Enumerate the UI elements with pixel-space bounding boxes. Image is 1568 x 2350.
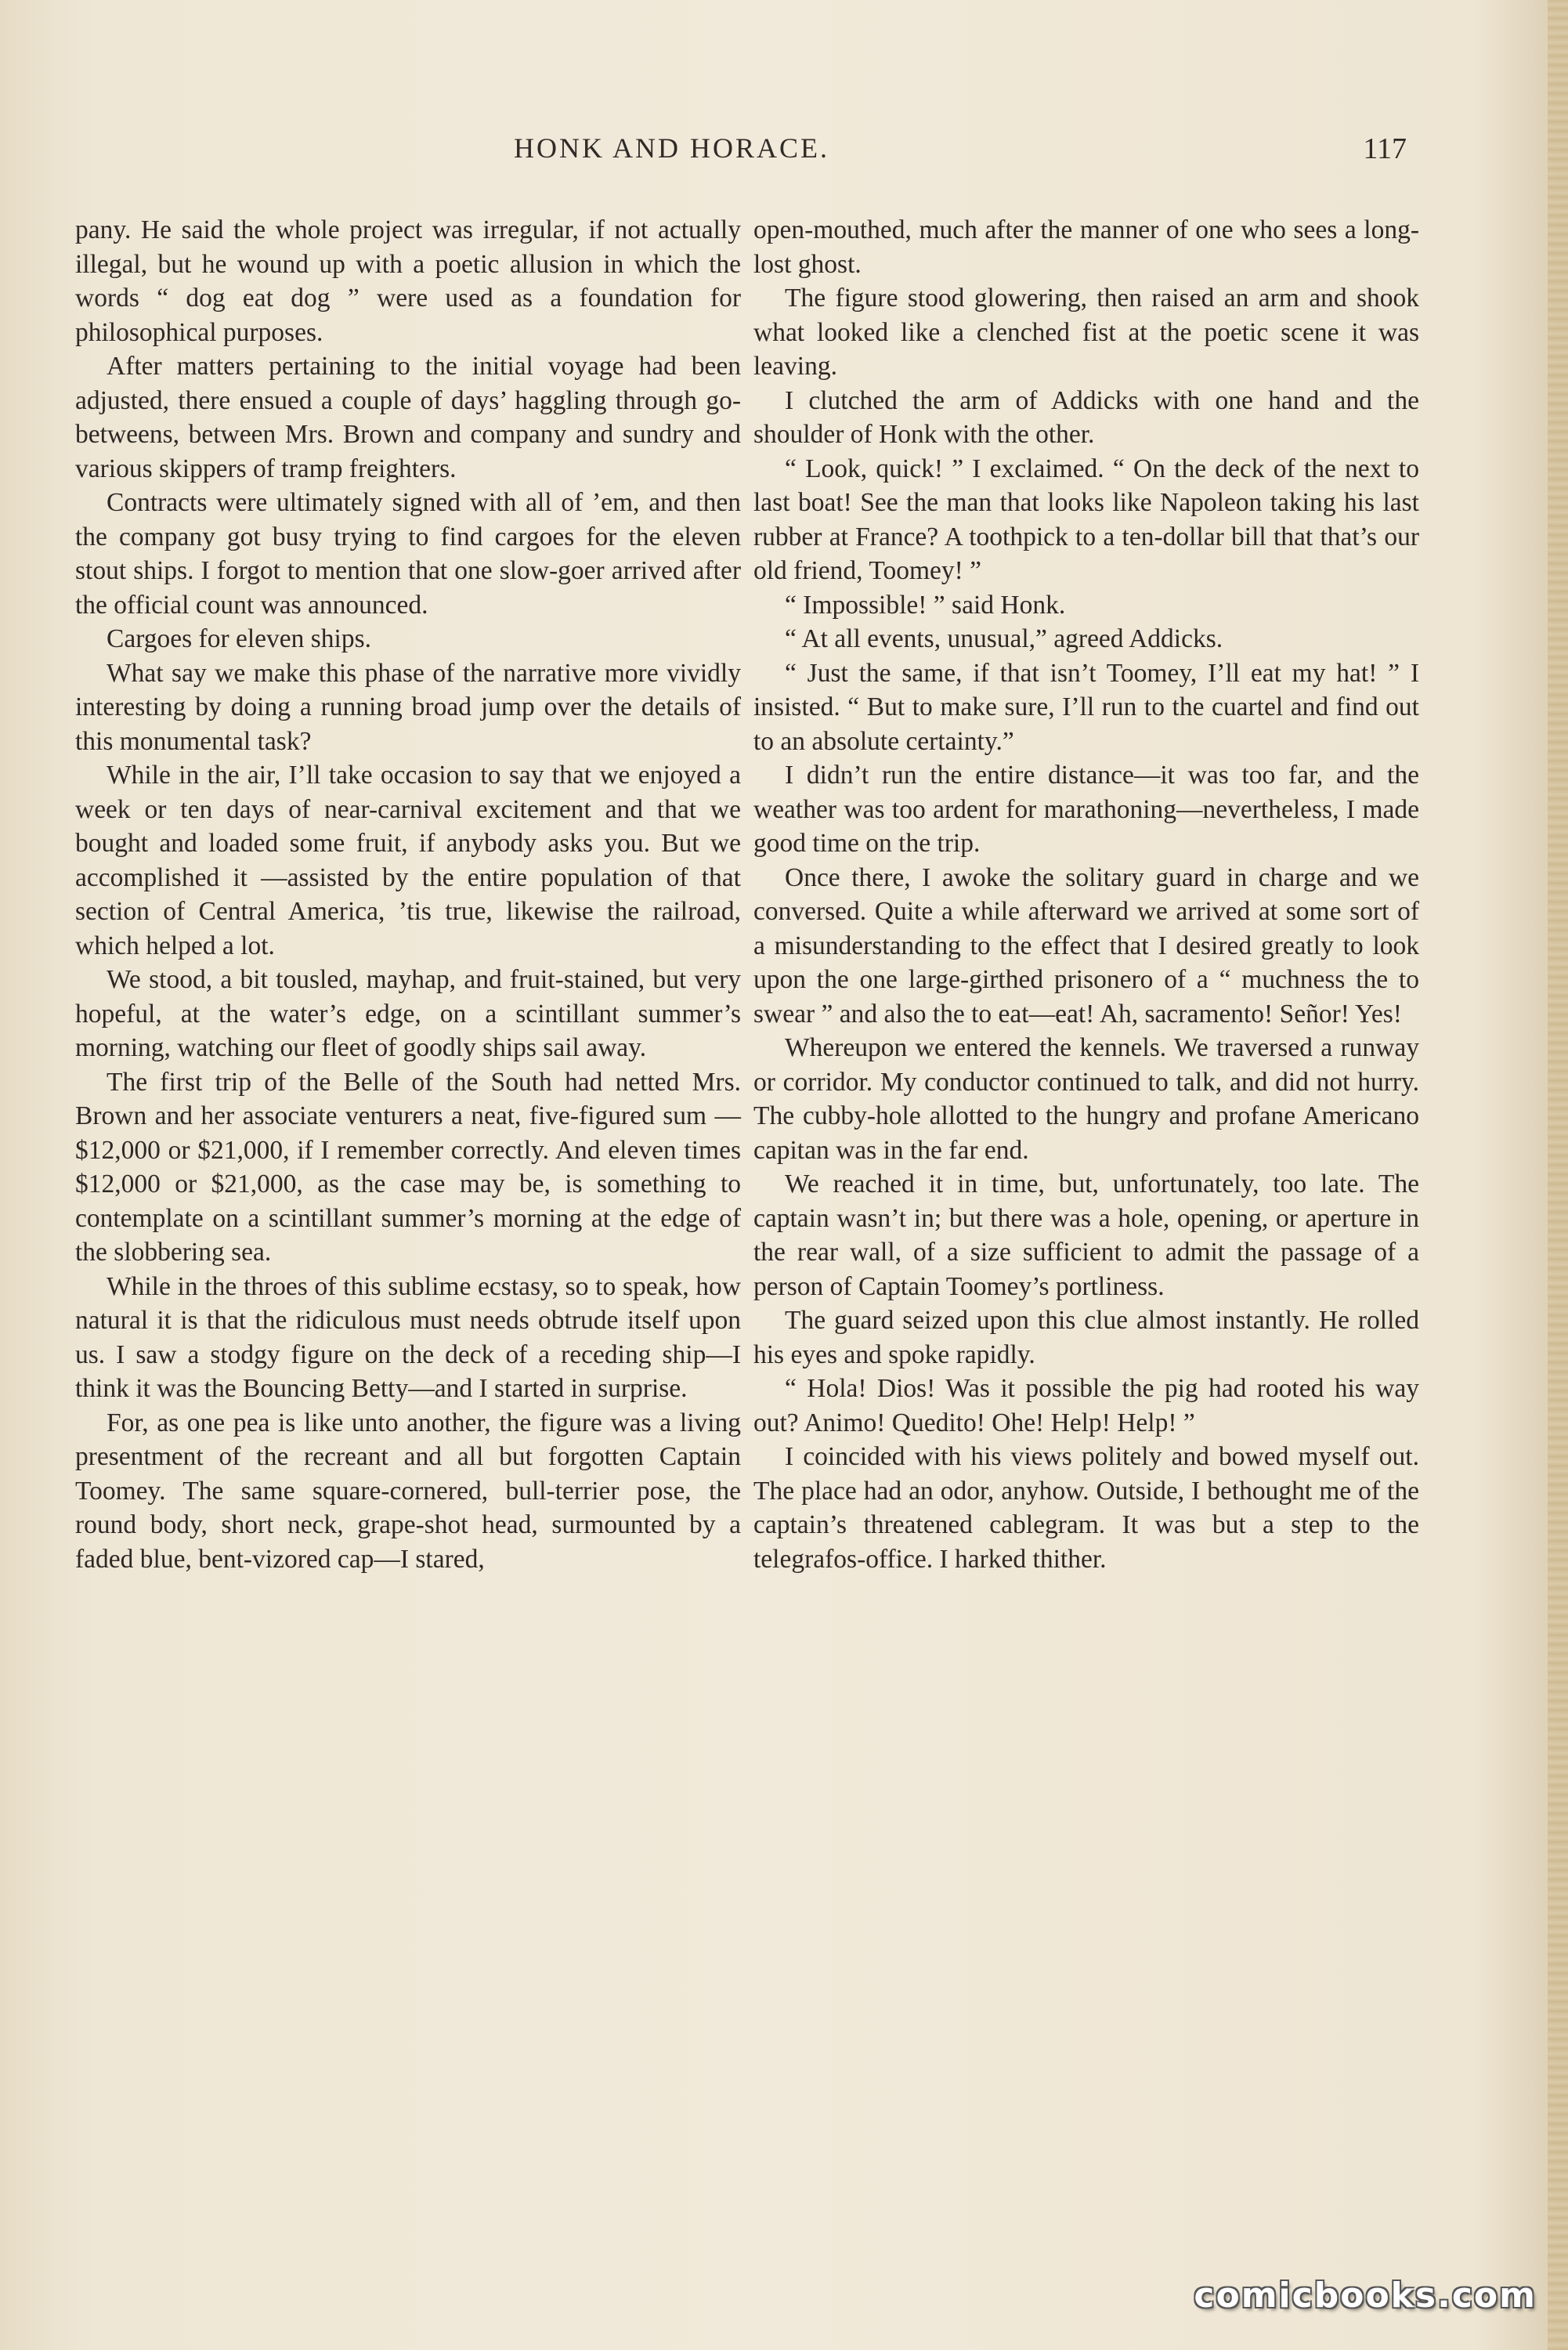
paragraph: pany. He said the whole project was irregular, if not actually illegal, but he wound up with a poetic allusion in which the words “ dog eat dog ” were used as a foundation for philosophical purposes. [75,215,741,347]
paragraph: Once there, I awoke the solitary guard in charge and we conversed. Quite a while afterward we arrived at some sort of a misunderstanding to the effect that I desired greatly to look upon the one large-girthed prisonero of a “ muchness the to swear ” and also the to eat—eat! Ah, sacramento! Señor! Yes! [753,862,1419,1029]
paragraph: Whereupon we entered the kennels. We traversed a runway or corridor. My conductor continued to talk, and did not hurry. The cubby-hole allotted to the hungry and profane Americano capitan was in the far end. [753,1033,1419,1165]
paragraph: The figure stood glowering, then raised an arm and shook what looked like a clenched fist at the poetic scene it was leaving. [753,284,1419,381]
paragraph: “ Impossible! ” said Honk. [785,590,1066,620]
running-title: HONK AND HORACE. [514,132,830,164]
page-header [75,132,1407,186]
paragraph: “ At all events, unusual,” agreed Addicks. [785,624,1223,653]
paragraph: The first trip of the Belle of the South had netted Mrs. Brown and her associate venturers a neat, five-figured sum — $12,000 or $21,000, if I remember correctly. And eleven times $12,000 or $21,000, as the case may be, is something to contemplate on a scintillant summer’s morning at the edge of the slobbering sea. [75,1067,741,1267]
paragraph: While in the air, I’ll take occasion to say that we enjoyed a week or ten days of near-carnival excitement and that we bought and loaded some fruit, if anybody asks you. But we accomplished it —assisted by the entire population of that section of Central America, ’tis true, likewise the railroad, which helped a lot. [75,761,741,960]
site-watermark: comicbooks.com [1194,2276,1537,2316]
paragraph: Contracts were ultimately signed with all of ’em, and then the company got busy trying to find cargoes for the eleven stout ships. I forgot to mention that one slow-goer arrived after the official count was announced. [75,488,741,620]
left-column [75,213,741,1576]
paragraph: “ Just the same, if that isn’t Toomey, I’ll eat my hat! ” I insisted. “ But to make sure, I’ll run to the cuartel and find out to an absolute certainty.” [753,658,1419,756]
paragraph: After matters pertaining to the initial voyage had been adjusted, there ensued a couple of days’ haggling through go-betweens, between Mrs. Brown and company and sundry and various skippers of tramp freighters. [75,352,741,483]
right-column [753,213,1419,1576]
paragraph: We stood, a bit tousled, mayhap, and fruit-stained, but very hopeful, at the water’s edge, on a scintillant summer’s morning, watching our fleet of goodly ships sail away. [75,965,741,1062]
paragraph: We reached it in time, but, unfortunately, too late. The captain wasn’t in; but there was a hole, opening, or aperture in the rear wall, of a size sufficient to admit the passage of a person of Captain Toomey’s portliness. [753,1170,1419,1301]
paragraph: Cargoes for eleven ships. [107,624,372,653]
paragraph: The guard seized upon this clue almost instantly. He rolled his eyes and spoke rapidly. [753,1306,1419,1369]
paragraph: For, as one pea is like unto another, the figure was a living presentment of the recreant and all but forgotten Captain Toomey. The same square-cornered, bull-terrier pose, the round body, short neck, grape-shot head, surmounted by a faded blue, bent-vizored cap—I stared, [75,1408,741,1574]
paragraph: open-mouthed, much after the manner of one who sees a long-lost ghost. [753,215,1419,279]
paragraph: I clutched the arm of Addicks with one hand and the shoulder of Honk with the other. [753,385,1419,449]
paragraph: “ Hola! Dios! Was it possible the pig had rooted his way out? Animo! Quedito! Ohe! Help! Help! ” [753,1374,1419,1437]
page-edge [1548,0,1568,2350]
paragraph: While in the throes of this sublime ecstasy, so to speak, how natural it is that the ridiculous must needs obtrude itself upon us. I saw a stodgy figure on the deck of a receding ship—I think it was the Bouncing Betty—and I started in surprise. [75,1271,741,1403]
paragraph: I coincided with his views politely and bowed myself out. The place had an odor, anyhow. Outside, I bethought me of the captain’s threatened cablegram. It was but a step to the telegrafos-office. I harked thither. [753,1442,1419,1574]
page-number: 117 [1363,132,1407,165]
paragraph: What say we make this phase of the narrative more vividly interesting by doing a running broad jump over the details of this monumental task? [75,658,741,756]
paragraph: “ Look, quick! ” I exclaimed. “ On the deck of the next to last boat! See the man that looks like Napoleon taking his last rubber at France? A toothpick to a ten-dollar bill that that’s our old friend, Toomey! ” [753,454,1419,585]
paragraph: I didn’t run the entire distance—it was too far, and the weather was too ardent for marathoning—nevertheless, I made good time on the trip. [753,761,1419,858]
